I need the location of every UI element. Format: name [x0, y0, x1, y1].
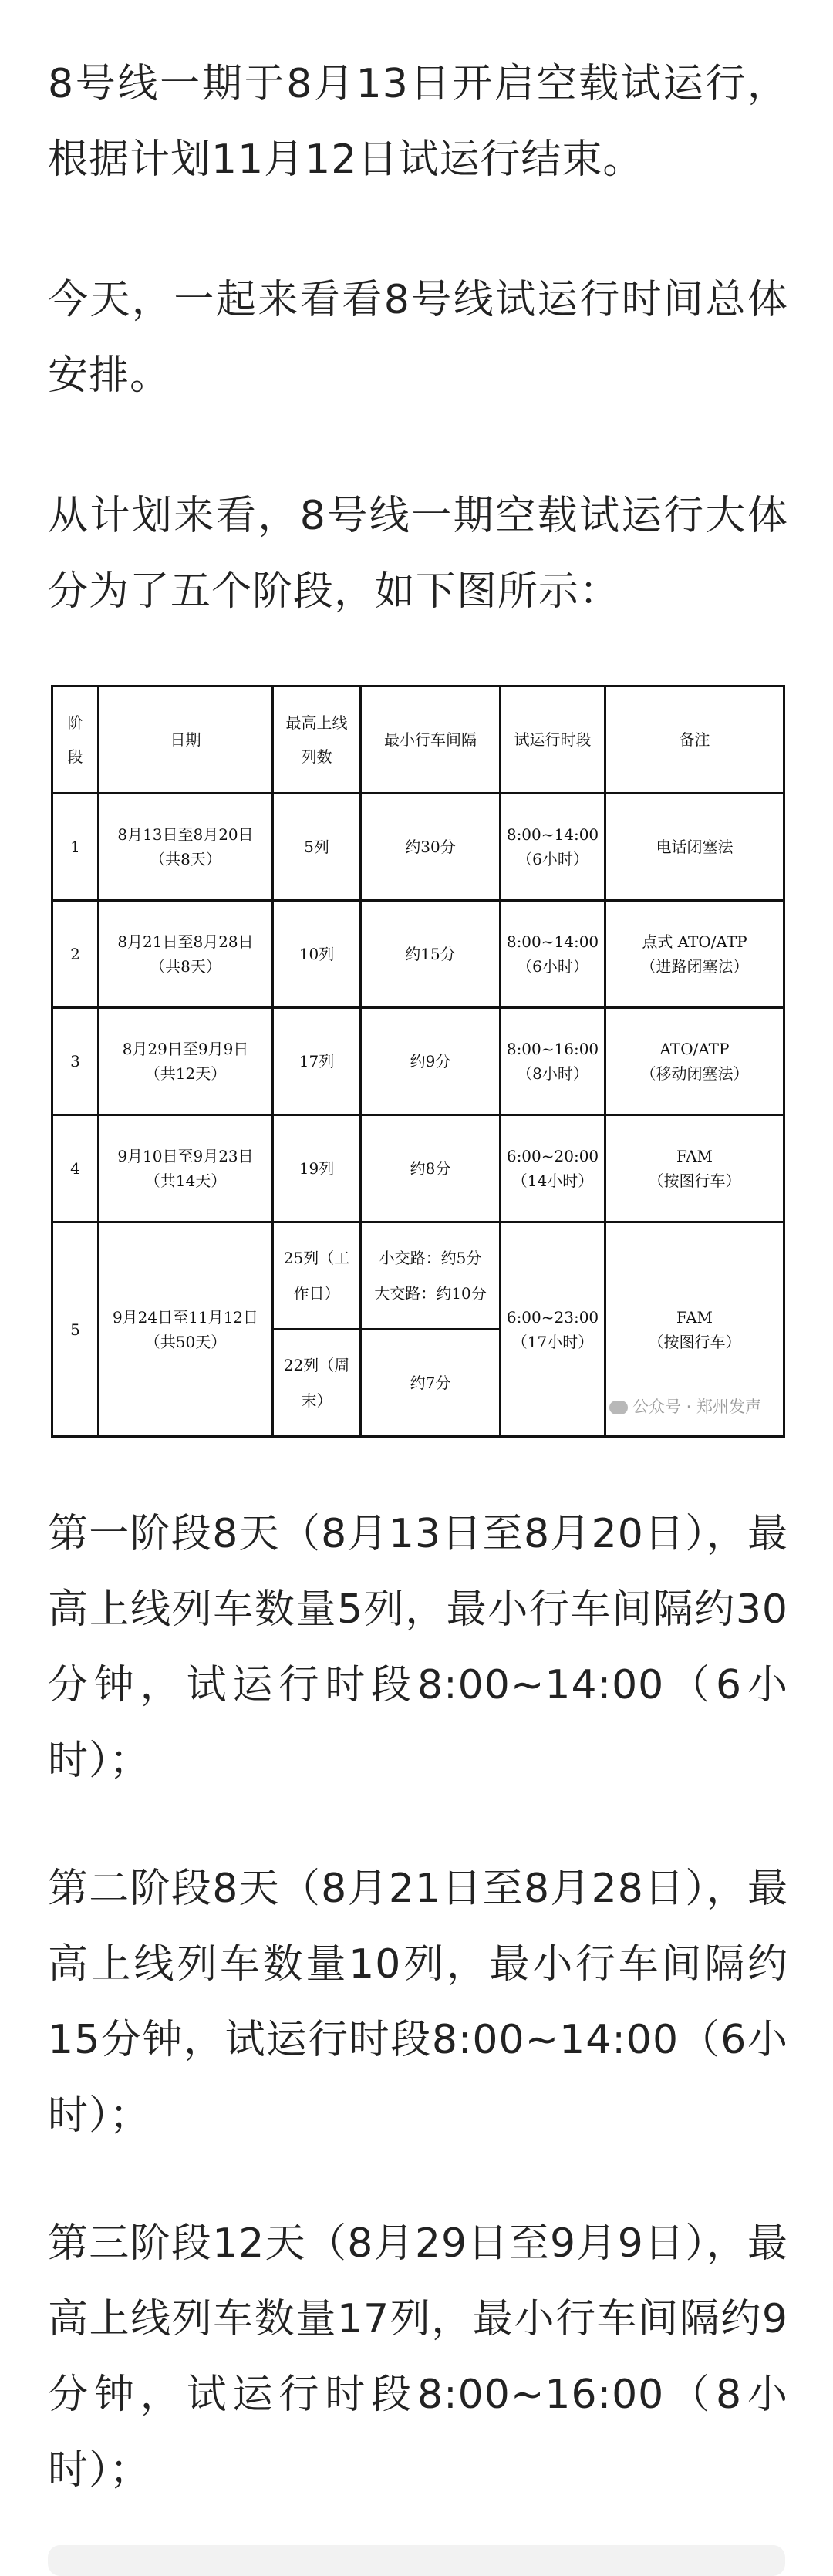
- note-line-1: FAM: [676, 1307, 713, 1327]
- note-cell: [605, 794, 784, 901]
- date-cell: [99, 794, 273, 901]
- table-row: [52, 1008, 784, 1115]
- interval-cell: 约9分: [361, 1008, 501, 1115]
- trains-cell: 10列: [273, 901, 361, 1008]
- stage-cell: 1: [52, 794, 99, 901]
- interval-cell: 约30分: [361, 794, 501, 901]
- article-paragraph-6: 第三阶段12天（8月29日至9月9日），最高上线列车数量17列，最小行车间隔约9分钟，试运行时段8:00~16:00（8小时）；: [48, 2220, 788, 2493]
- watermark-text: 公众号 · 郑州发声: [632, 1398, 761, 1416]
- trains-cell: 19列: [273, 1115, 361, 1222]
- time-cell: [501, 1115, 605, 1222]
- stage-cell: 3: [52, 1008, 99, 1115]
- note-line-2: （移动闭塞法）: [640, 1064, 749, 1083]
- stage-cell: 4: [52, 1115, 99, 1222]
- article-paragraph-3: 从计划来看，8号线一期空载试运行大体分为了五个阶段，如下图所示：: [48, 493, 788, 615]
- header-notes: 备注: [605, 686, 784, 794]
- time-range: 8:00~14:00: [506, 825, 599, 844]
- time-cell: [501, 901, 605, 1008]
- watermark: [606, 1393, 764, 1419]
- interval-routes-cell: [361, 1222, 501, 1330]
- note-line-2: （按图行车）: [648, 1332, 741, 1351]
- day-count: （共8天）: [150, 957, 221, 976]
- date-range: 9月10日至9月23日: [117, 1147, 254, 1165]
- date-cell: [99, 1115, 273, 1222]
- date-range: 8月21日至8月28日: [117, 932, 254, 951]
- day-count: （共14天）: [144, 1172, 227, 1190]
- note-line-1: FAM: [676, 1147, 713, 1165]
- note-line-2: （进路闭塞法）: [640, 957, 749, 976]
- article-paragraph-4: 第一阶段8天（8月13日至8月20日），最高上线列车数量5列，最小行车间隔约30分钟，试运行时段8:00~14:00（6小时）；: [48, 1511, 788, 1784]
- note-cell: [605, 901, 784, 1008]
- time-cell: [501, 1008, 605, 1115]
- article-paragraph-5: 第二阶段8天（8月21日至8月28日），最高上线列车数量10列，最小行车间隔约15分钟，试运行时段8:00~14:00（6小时）；: [48, 1866, 788, 2139]
- header-trial-hours: 试运行时段: [501, 686, 605, 794]
- interval-cell: 约8分: [361, 1115, 501, 1222]
- article-paragraph-1: 8号线一期于8月13日开启空载试运行，根据计划11月12日试运行结束。: [48, 61, 788, 183]
- hour-count: （8小时）: [517, 1064, 588, 1083]
- time-range: 6:00~20:00: [506, 1147, 599, 1165]
- wechat-icon: [609, 1401, 628, 1414]
- trains-cell: 5列: [273, 794, 361, 901]
- time-cell: [501, 1222, 605, 1437]
- date-range: 8月13日至8月20日: [117, 825, 254, 844]
- date-cell: [99, 1222, 273, 1437]
- stage-cell: 2: [52, 901, 99, 1008]
- table-row: [52, 901, 784, 1008]
- day-count: （共50天）: [144, 1332, 227, 1351]
- schedule-table: [51, 685, 785, 1438]
- header-max-trains: 最高上线列数: [273, 686, 361, 794]
- bottom-card-edge: [48, 2545, 785, 2576]
- note-cell: [605, 1008, 784, 1115]
- schedule-table-image[interactable]: [51, 685, 783, 1431]
- note-line-2: （按图行车）: [648, 1172, 741, 1190]
- stage-cell: 5: [52, 1222, 99, 1437]
- long-route-interval: 大交路：约10分: [374, 1284, 487, 1303]
- time-range: 8:00~16:00: [506, 1040, 599, 1058]
- date-cell: [99, 901, 273, 1008]
- article-paragraph-2: 今天，一起来看看8号线试运行时间总体安排。: [48, 277, 788, 399]
- time-range: 6:00~23:00: [506, 1307, 599, 1327]
- day-count: （共8天）: [150, 850, 221, 868]
- time-cell: [501, 794, 605, 901]
- interval-cell: 约15分: [361, 901, 501, 1008]
- trains-cell: 17列: [273, 1008, 361, 1115]
- date-range: 8月29日至9月9日: [122, 1040, 249, 1058]
- note-cell: [605, 1115, 784, 1222]
- hour-count: （6小时）: [517, 850, 588, 868]
- table-row: [52, 1222, 784, 1330]
- interval-cell: 约7分: [361, 1330, 501, 1437]
- header-min-interval: 最小行车间隔: [361, 686, 501, 794]
- trains-weekday-cell: 25列（工作日）: [273, 1222, 361, 1330]
- short-route-interval: 小交路：约5分: [379, 1249, 482, 1267]
- header-stage: 阶段: [52, 686, 99, 794]
- hour-count: （17小时）: [511, 1332, 594, 1351]
- note-line-1: 点式 ATO/ATP: [642, 932, 747, 951]
- date-range: 9月24日至11月12日: [112, 1307, 259, 1327]
- table-header-row: [52, 686, 784, 794]
- hour-count: （6小时）: [517, 957, 588, 976]
- note-line-1: 电话闭塞法: [656, 838, 734, 856]
- table-row: [52, 794, 784, 901]
- hour-count: （14小时）: [511, 1172, 594, 1190]
- header-date: 日期: [99, 686, 273, 794]
- date-cell: [99, 1008, 273, 1115]
- day-count: （共12天）: [144, 1064, 227, 1083]
- table-row: [52, 1115, 784, 1222]
- time-range: 8:00~14:00: [506, 932, 599, 951]
- note-line-1: ATO/ATP: [659, 1040, 730, 1058]
- trains-weekend-cell: 22列（周末）: [273, 1330, 361, 1437]
